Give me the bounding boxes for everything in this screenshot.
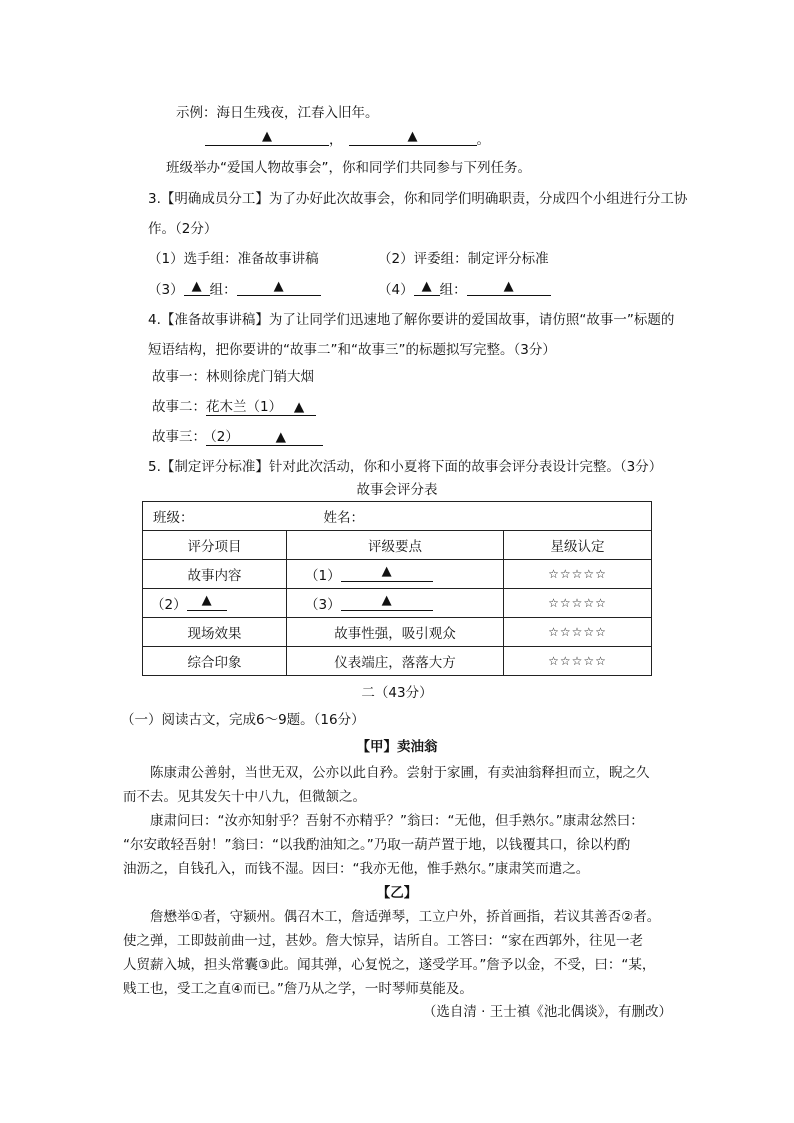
jia-line: 康肃问曰：“汝亦知射乎？吾射不亦精乎？”翁曰：“无他，但手熟尔。”康肃忿然曰： bbox=[150, 813, 644, 829]
table-row bbox=[143, 502, 652, 531]
jia-line: 陈康肃公善射，当世无双，公亦以此自矜。尝射于家圃，有卖油翁释担而立，睨之久 bbox=[150, 765, 650, 781]
star-rating[interactable]: ☆☆☆☆☆ bbox=[504, 560, 652, 589]
jia-title: 【甲】卖油翁 bbox=[356, 739, 438, 755]
comma: ， bbox=[329, 132, 343, 148]
answer-blank[interactable] bbox=[205, 131, 329, 146]
group-duty-blank[interactable] bbox=[467, 281, 551, 296]
story3-title-blank[interactable]: （2） ▲ bbox=[206, 429, 323, 446]
row-point: 故事性强，吸引观众 bbox=[287, 618, 504, 647]
row-item: 综合印象 bbox=[143, 647, 287, 676]
point-blank[interactable] bbox=[341, 593, 433, 611]
triangle-icon: ▲ bbox=[275, 429, 287, 445]
star-rating[interactable]: ☆☆☆☆☆ bbox=[504, 647, 652, 676]
jia-line: 而不去。见其发矢十中八九，但微颔之。 bbox=[123, 789, 366, 805]
triangle-icon: ▲ bbox=[201, 593, 212, 608]
q5-line1: 5.【制定评分标准】针对此次活动，你和小夏将下面的故事会评分表设计完整。（3分） bbox=[148, 459, 663, 475]
table-row bbox=[143, 560, 652, 589]
part1-instruction: （一）阅读古文，完成6～9题。（16分） bbox=[121, 712, 365, 728]
point-blank[interactable] bbox=[341, 564, 433, 582]
answer-blank[interactable] bbox=[349, 131, 477, 146]
table-title: 故事会评分表 bbox=[356, 482, 438, 498]
triangle-icon: ▲ bbox=[407, 129, 418, 144]
header-item: 评分项目 bbox=[143, 531, 287, 560]
q4-line2: 短语结构，把你要讲的“故事二”和“故事三”的标题拟写完整。（3分） bbox=[148, 342, 556, 358]
q4-line1: 4.【准备故事讲稿】为了让同学们迅速地了解你要讲的爱国故事，请仿照“故事一”标题的 bbox=[148, 312, 675, 328]
q3-line2: 作。（2分） bbox=[148, 221, 218, 237]
class-name-cell: 班级： 姓名： bbox=[143, 502, 652, 531]
triangle-icon: ▲ bbox=[273, 279, 284, 294]
score-table bbox=[142, 501, 652, 676]
triangle-icon: ▲ bbox=[503, 279, 514, 294]
yi-title: 【乙】 bbox=[376, 885, 418, 901]
jia-line: “尔安敢轻吾射！”翁曰：“以我酌油知之。”乃取一葫芦置于地，以钱覆其口，徐以杓酌 bbox=[123, 837, 631, 853]
story2-title-blank[interactable]: 花木兰（1） ▲ bbox=[206, 399, 316, 416]
triangle-icon: ▲ bbox=[381, 593, 392, 608]
group-duty-blank[interactable] bbox=[237, 281, 321, 296]
story1: 故事一：林则徐虎门销大烟 bbox=[152, 369, 314, 385]
group-name-blank[interactable] bbox=[184, 281, 210, 296]
row-point: （1） ▲ bbox=[287, 560, 504, 589]
group-name-blank[interactable] bbox=[414, 281, 440, 296]
table-row bbox=[143, 618, 652, 647]
row-item: （2） ▲ bbox=[143, 589, 287, 618]
table-row bbox=[143, 589, 652, 618]
row-item: 故事内容 bbox=[143, 560, 287, 589]
q3-item4: （4） ▲ 组： ▲ bbox=[378, 281, 551, 299]
header-stars: 星级认定 bbox=[504, 531, 652, 560]
story3: 故事三： （2） ▲ bbox=[152, 428, 323, 446]
yi-line: 贱工也，受工之直④而已。”詹乃从之学，一时琴师莫能及。 bbox=[123, 981, 473, 997]
star-rating[interactable]: ☆☆☆☆☆ bbox=[504, 618, 652, 647]
header-point: 评级要点 bbox=[287, 531, 504, 560]
row-point: （3） ▲ bbox=[287, 589, 504, 618]
triangle-icon: ▲ bbox=[421, 279, 432, 294]
q3-item2: （2）评委组：制定评分标准 bbox=[378, 251, 549, 267]
star-rating[interactable]: ☆☆☆☆☆ bbox=[504, 589, 652, 618]
source-citation: （选自清 · 王士禛《池北偶谈》，有删改） bbox=[422, 1004, 672, 1020]
row-point: 仪表端庄，落落大方 bbox=[287, 647, 504, 676]
example-label: 示例：海日生残夜，江春入旧年。 bbox=[176, 105, 379, 121]
yi-line: 詹懋举①者，守颍州。偶召木工，詹适弹琴，工立户外，挢首画指，若议其善否②者。 bbox=[150, 909, 661, 925]
jia-line: 油沥之，自钱孔入，而钱不湿。因曰：“我亦无他，惟手熟尔。”康肃笑而遣之。 bbox=[123, 861, 590, 877]
row-item: 现场效果 bbox=[143, 618, 287, 647]
q3-item3: （3） ▲ 组： ▲ bbox=[148, 281, 321, 299]
table-header-row bbox=[143, 531, 652, 560]
story2: 故事二：花木兰（1） ▲ bbox=[152, 398, 316, 416]
q3-line1: 3.【明确成员分工】为了办好此次故事会，你和同学们明确职责，分成四个小组进行分工协 bbox=[148, 191, 688, 207]
period: 。 bbox=[476, 132, 490, 148]
table-row bbox=[143, 647, 652, 676]
yi-line: 使之弹，工即鼓前曲一过，甚妙。詹大惊异，诘所自。工答曰：“家在西郭外，往见一老 bbox=[123, 933, 643, 949]
yi-line: 人贸薪入城，担头常囊③此。闻其弹，心复悦之，遂受学耳。”詹予以金，不受，曰：“某， bbox=[123, 957, 656, 973]
triangle-icon: ▲ bbox=[262, 129, 272, 144]
triangle-icon: ▲ bbox=[381, 564, 392, 579]
section2-title: 二（43分） bbox=[361, 685, 433, 701]
q3-item1: （1）选手组：准备故事讲稿 bbox=[148, 251, 319, 267]
triangle-icon: ▲ bbox=[191, 279, 202, 294]
intro-text: 班级举办“爱国人物故事会”，你和同学们共同参与下列任务。 bbox=[166, 160, 531, 176]
item-blank[interactable] bbox=[187, 593, 227, 611]
example-answer-line bbox=[205, 131, 490, 149]
triangle-icon: ▲ bbox=[293, 399, 305, 415]
